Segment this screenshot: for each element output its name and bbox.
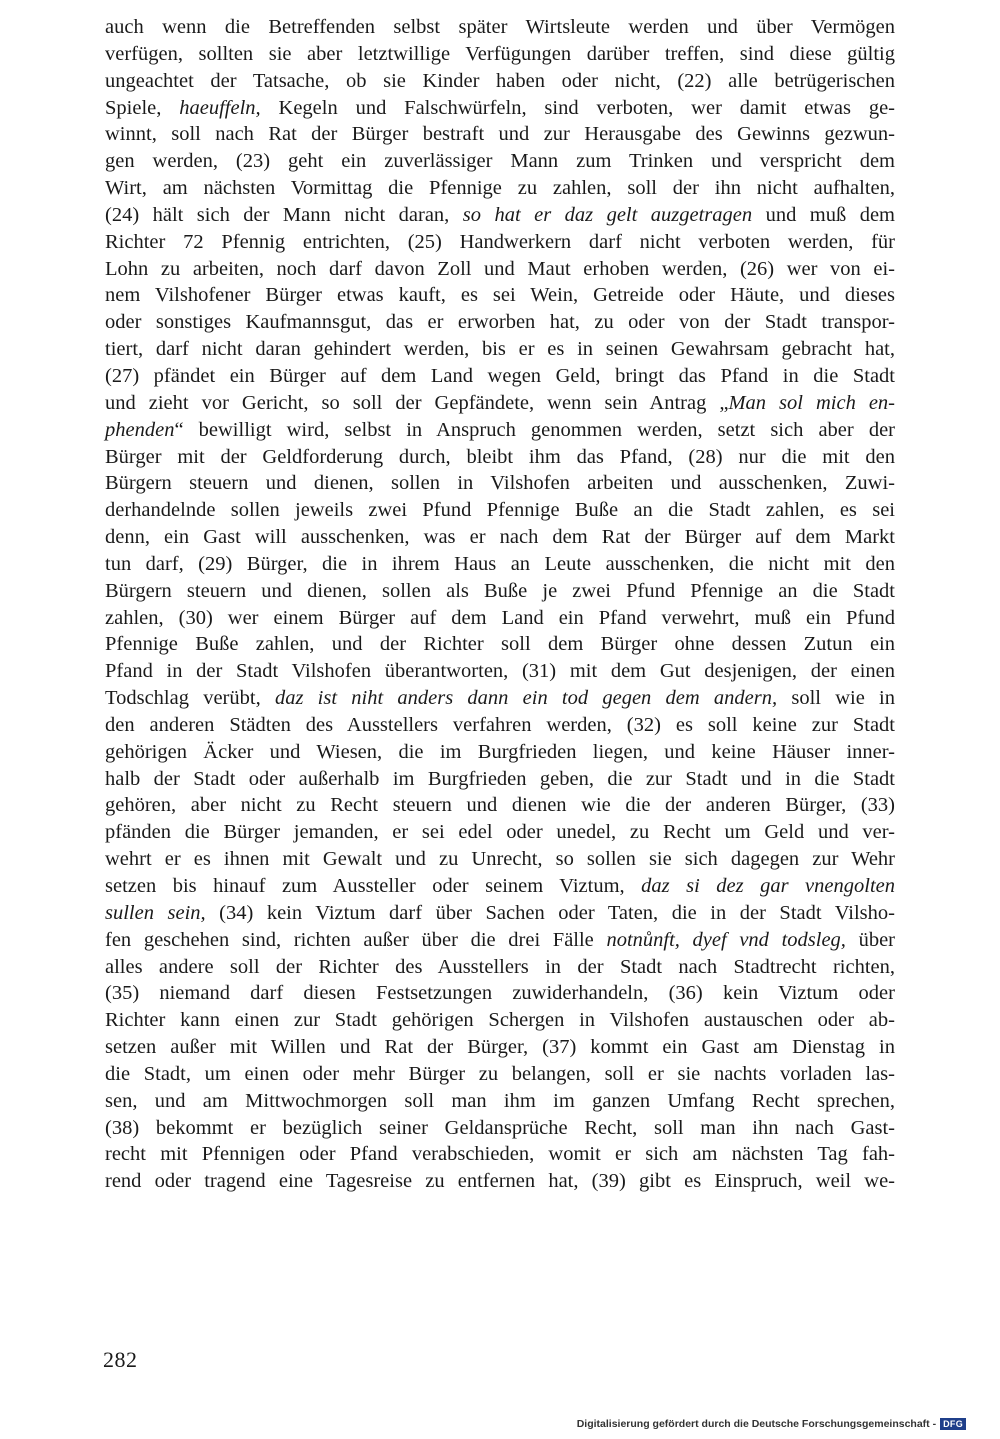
text-segment: pfänden die Bürger jemanden, er sei edel oder unedel, zu Recht um Geld und ver-	[105, 821, 895, 844]
text-segment: tiert, darf nicht daran gehindert werden, bis er es in seinen Gewahrsam gebracht hat,	[105, 338, 895, 361]
italic-quote: so hat er daz gelt auzgetragen	[462, 203, 753, 226]
text-line	[105, 766, 895, 793]
text-line	[105, 1141, 895, 1168]
text-segment: ungeachtet der Tatsache, ob sie Kinder haben oder nicht, (22) alle betrügerischen	[105, 69, 895, 92]
text-segment: Bürger mit der Geldforderung durch, bleibt ihm das Pfand, (28) nur die mit den	[105, 445, 895, 468]
text-segment: oder sonstiges Kaufmannsgut, das er erworben hat, zu oder von der Stadt transpor-	[105, 311, 895, 334]
text-line	[105, 95, 895, 122]
footer-credit-text: Digitalisierung gefördert durch die Deutsche Forschungsgemeinschaft -	[576, 1418, 937, 1430]
text-segment: winnt, soll nach Rat der Bürger bestraft und zur Herausgabe des Gewinns gezwun-	[105, 123, 895, 146]
text-line	[105, 14, 895, 41]
text-segment: gen werden, (23) geht ein zuverlässiger Mann zum Trinken und verspricht dem	[105, 150, 895, 173]
text-line	[105, 1034, 895, 1061]
text-line	[105, 658, 895, 685]
italic-quote: sullen sein,	[105, 901, 206, 924]
text-segment: auch wenn die Betreffenden selbst später Wirtsleute werden und über Vermögen	[105, 16, 895, 38]
text-line	[105, 121, 895, 148]
italic-quote: daz si dez gar vnengolten	[641, 875, 895, 897]
text-segment: Wirt, am nächsten Vormittag die Pfennige zu zahlen, soll der ihn nicht aufhalten,	[105, 177, 895, 200]
text-segment: nem Vilshofener Bürger etwas kauft, es sei Wein, Getreide oder Häute, und dieses	[105, 284, 895, 307]
text-segment: über	[845, 928, 895, 951]
text-segment: soll wie in	[777, 687, 895, 710]
dfg-logo-icon: DFG	[940, 1418, 966, 1430]
text-segment: alles andere soll der Richter des Ausstellers in der Stadt nach Stadtrecht richten,	[105, 955, 895, 978]
text-line	[105, 1115, 895, 1142]
text-line	[105, 524, 895, 551]
text-segment: den anderen Städten des Ausstellers verfahren werden, (32) es soll keine zur Stadt	[105, 713, 895, 736]
text-segment: (38) bekommt er bezüglich seiner Geldansprüche Recht, soll man ihn nach Gast-	[105, 1116, 895, 1139]
text-segment: setzen außer mit Willen und Rat der Bürger, (37) kommt ein Gast am Dienstag in	[105, 1036, 895, 1059]
text-segment: (35) niemand darf diesen Festsetzungen zuwiderhandeln, (36) kein Viztum oder	[105, 982, 895, 1005]
text-segment: rend oder tragend eine Tagesreise zu entfernen hat, (39) gibt es Einspruch, weil we-	[105, 1170, 895, 1193]
text-line	[105, 470, 895, 497]
text-segment: recht mit Pfennigen oder Pfand verabschieden, womit er sich am nächsten Tag fah-	[105, 1143, 895, 1166]
text-line	[105, 41, 895, 68]
text-segment: fen geschehen sind, richten außer über die drei Fälle	[105, 928, 607, 951]
text-line	[105, 739, 895, 766]
text-line	[105, 605, 895, 632]
text-line	[105, 202, 895, 229]
text-line	[105, 1168, 895, 1195]
text-segment: Pfand in der Stadt Vilshofen überantworten, (31) mit dem Gut desjenigen, der einen	[105, 660, 895, 683]
italic-quote: notnůnft, dyef vnd todsleg,	[606, 928, 846, 951]
text-segment: Lohn zu arbeiten, noch darf davon Zoll und Maut erhoben werden, (26) wer von ei-	[105, 257, 895, 280]
text-segment: wehrt er es ihnen mit Gewalt und zu Unrecht, so sollen sie sich dagegen zur Wehr	[105, 848, 895, 871]
text-line	[105, 900, 895, 927]
text-segment: sen, und am Mittwochmorgen soll man ihm im ganzen Umfang Recht sprechen,	[105, 1089, 895, 1112]
text-line	[105, 390, 895, 417]
text-line	[105, 309, 895, 336]
text-line	[105, 685, 895, 712]
text-line	[105, 631, 895, 658]
page-number: 282	[103, 1347, 138, 1372]
italic-quote: Man sol mich en-	[728, 391, 895, 414]
text-segment: Bürgern steuern und dienen, sollen als Buße je zwei Pfund Pfennige an die Stadt	[105, 579, 895, 602]
text-segment: und muß dem	[752, 203, 895, 226]
text-segment: Richter kann einen zur Stadt gehörigen Schergen in Vilshofen austauschen oder ab-	[105, 1009, 895, 1032]
text-segment: gehörigen Äcker und Wiesen, die im Burgfrieden liegen, und keine Häuser inner-	[105, 740, 895, 763]
text-line	[105, 444, 895, 471]
text-segment: Bürgern steuern und dienen, sollen in Vilshofen arbeiten und ausschenken, Zuwi-	[105, 472, 895, 495]
text-line	[105, 336, 895, 363]
digitization-footer	[577, 1418, 966, 1430]
italic-quote: daz ist niht anders dann ein tod gegen dem andern,	[274, 687, 778, 710]
text-line	[105, 846, 895, 873]
text-segment: (27) pfändet ein Bürger auf dem Land wegen Geld, bringt das Pfand in die Stadt	[105, 364, 895, 387]
text-line	[105, 792, 895, 819]
text-line	[105, 256, 895, 283]
text-line	[105, 68, 895, 95]
text-line	[105, 1007, 895, 1034]
text-segment: setzen bis hinauf zum Aussteller oder seinem Viztum,	[105, 875, 642, 897]
text-line	[105, 927, 895, 954]
text-segment: Pfennige Buße zahlen, und der Richter soll dem Bürger ohne dessen Zutun ein	[105, 633, 895, 656]
text-segment: Todschlag verübt,	[105, 687, 275, 710]
italic-quote: phenden	[105, 418, 175, 441]
text-segment: tun darf, (29) Bürger, die in ihrem Haus an Leute ausschenken, die nicht mit den	[105, 552, 895, 575]
text-line	[105, 954, 895, 981]
text-line	[105, 551, 895, 578]
italic-quote: haeuffeln,	[179, 96, 261, 119]
text-line	[105, 417, 895, 444]
text-segment: gehören, aber nicht zu Recht steuern und dienen wie die der anderen Bürger, (33)	[105, 794, 895, 817]
text-line	[105, 148, 895, 175]
text-segment: und zieht vor Gericht, so soll der Gepfändete, wenn sein Antrag „	[105, 391, 729, 414]
text-segment: denn, ein Gast will ausschenken, was er nach dem Rat der Bürger auf dem Markt	[105, 526, 895, 549]
text-line	[105, 578, 895, 605]
text-segment: derhandelnde sollen jeweils zwei Pfund Pfennige Buße an die Stadt zahlen, es sei	[105, 499, 895, 522]
text-line	[105, 980, 895, 1007]
text-segment: verfügen, sollten sie aber letztwillige Verfügungen darüber treffen, sind diese gültig	[105, 42, 895, 65]
body-text	[105, 14, 895, 1195]
text-segment: (24) hält sich der Mann nicht daran,	[105, 203, 463, 226]
text-line	[105, 873, 895, 900]
text-line	[105, 497, 895, 524]
text-segment: Spiele,	[105, 96, 180, 119]
text-segment: die Stadt, um einen oder mehr Bürger zu belangen, soll er sie nachts vorladen las-	[105, 1062, 895, 1085]
text-segment: Richter 72 Pfennig entrichten, (25) Handwerkern darf nicht verboten werden, für	[105, 230, 895, 253]
text-segment: zahlen, (30) wer einem Bürger auf dem Land ein Pfand verwehrt, muß ein Pfund	[105, 606, 895, 629]
text-line	[105, 282, 895, 309]
text-line	[105, 1088, 895, 1115]
text-segment: Kegeln und Falschwürfeln, sind verboten, wer damit etwas ge-	[260, 96, 895, 119]
text-line	[105, 175, 895, 202]
text-line	[105, 363, 895, 390]
text-line	[105, 1061, 895, 1088]
text-segment: “ bewilligt wird, selbst in Anspruch genommen werden, setzt sich aber der	[174, 418, 895, 441]
text-line	[105, 712, 895, 739]
text-segment: (34) kein Viztum darf über Sachen oder Taten, die in der Stadt Vilsho-	[205, 901, 895, 924]
text-segment: halb der Stadt oder außerhalb im Burgfrieden geben, die zur Stadt und in die Stadt	[105, 767, 895, 790]
text-line	[105, 229, 895, 256]
text-line	[105, 819, 895, 846]
